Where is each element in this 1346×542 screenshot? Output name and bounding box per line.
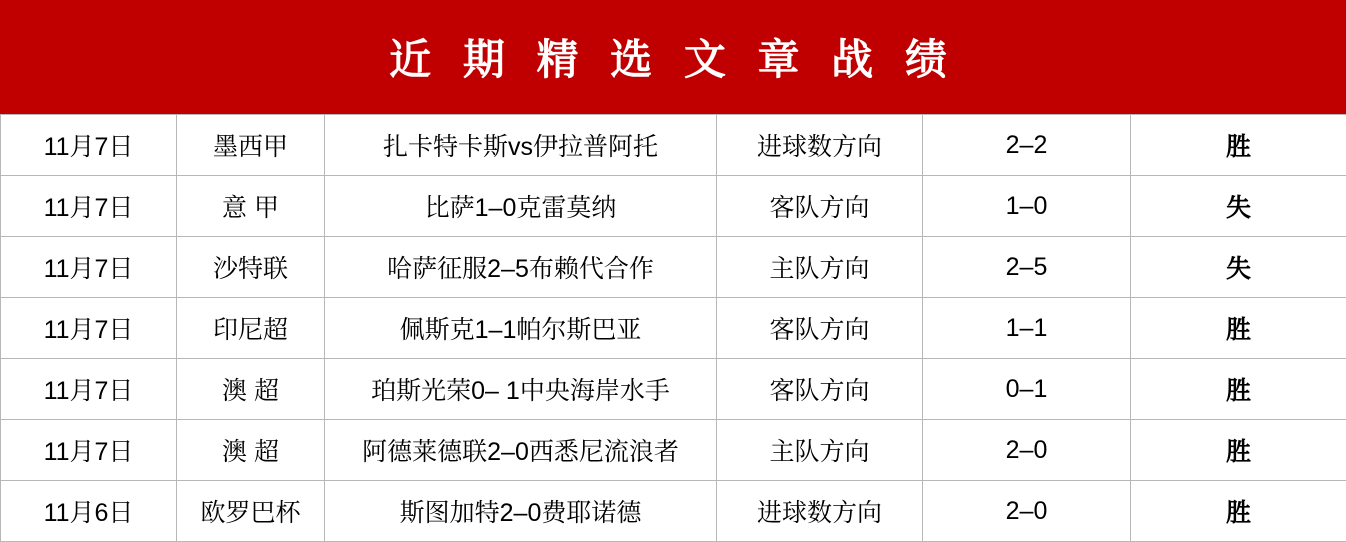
cell-date: 11月7日 <box>1 298 177 359</box>
cell-direction: 客队方向 <box>717 298 923 359</box>
table-row <box>1 481 1346 542</box>
cell-direction: 客队方向 <box>717 359 923 420</box>
cell-match: 哈萨征服2–5布赖代合作 <box>325 237 717 298</box>
results-table <box>0 114 1346 542</box>
cell-match: 斯图加特2–0费耶诺德 <box>325 481 717 542</box>
cell-league: 印尼超 <box>177 298 325 359</box>
page-title: 近 期 精 选 文 章 战 绩 <box>0 0 1346 114</box>
cell-score: 1–1 <box>923 298 1131 359</box>
cell-league: 沙特联 <box>177 237 325 298</box>
cell-date: 11月6日 <box>1 481 177 542</box>
cell-score: 2–0 <box>923 481 1131 542</box>
cell-result: 胜 <box>1131 359 1346 420</box>
cell-league: 欧罗巴杯 <box>177 481 325 542</box>
cell-match: 佩斯克1–1帕尔斯巴亚 <box>325 298 717 359</box>
cell-score: 2–2 <box>923 115 1131 176</box>
results-table-body <box>1 115 1346 542</box>
cell-league: 墨西甲 <box>177 115 325 176</box>
cell-league: 意 甲 <box>177 176 325 237</box>
cell-league: 澳 超 <box>177 420 325 481</box>
cell-direction: 进球数方向 <box>717 481 923 542</box>
cell-score: 2–0 <box>923 420 1131 481</box>
cell-direction: 主队方向 <box>717 420 923 481</box>
cell-date: 11月7日 <box>1 420 177 481</box>
cell-score: 1–0 <box>923 176 1131 237</box>
cell-date: 11月7日 <box>1 176 177 237</box>
cell-match: 阿德莱德联2–0西悉尼流浪者 <box>325 420 717 481</box>
cell-match: 比萨1–0克雷莫纳 <box>325 176 717 237</box>
cell-league: 澳 超 <box>177 359 325 420</box>
cell-match: 珀斯光荣0– 1中央海岸水手 <box>325 359 717 420</box>
cell-date: 11月7日 <box>1 237 177 298</box>
table-row <box>1 420 1346 481</box>
cell-result: 失 <box>1131 237 1346 298</box>
cell-direction: 进球数方向 <box>717 115 923 176</box>
cell-result: 胜 <box>1131 298 1346 359</box>
cell-score: 0–1 <box>923 359 1131 420</box>
cell-result: 胜 <box>1131 115 1346 176</box>
cell-date: 11月7日 <box>1 359 177 420</box>
cell-direction: 客队方向 <box>717 176 923 237</box>
cell-result: 失 <box>1131 176 1346 237</box>
cell-match: 扎卡特卡斯vs伊拉普阿托 <box>325 115 717 176</box>
cell-direction: 主队方向 <box>717 237 923 298</box>
table-row <box>1 176 1346 237</box>
table-row <box>1 298 1346 359</box>
table-row <box>1 237 1346 298</box>
cell-result: 胜 <box>1131 481 1346 542</box>
cell-score: 2–5 <box>923 237 1131 298</box>
cell-result: 胜 <box>1131 420 1346 481</box>
cell-date: 11月7日 <box>1 115 177 176</box>
table-row <box>1 359 1346 420</box>
table-row <box>1 115 1346 176</box>
